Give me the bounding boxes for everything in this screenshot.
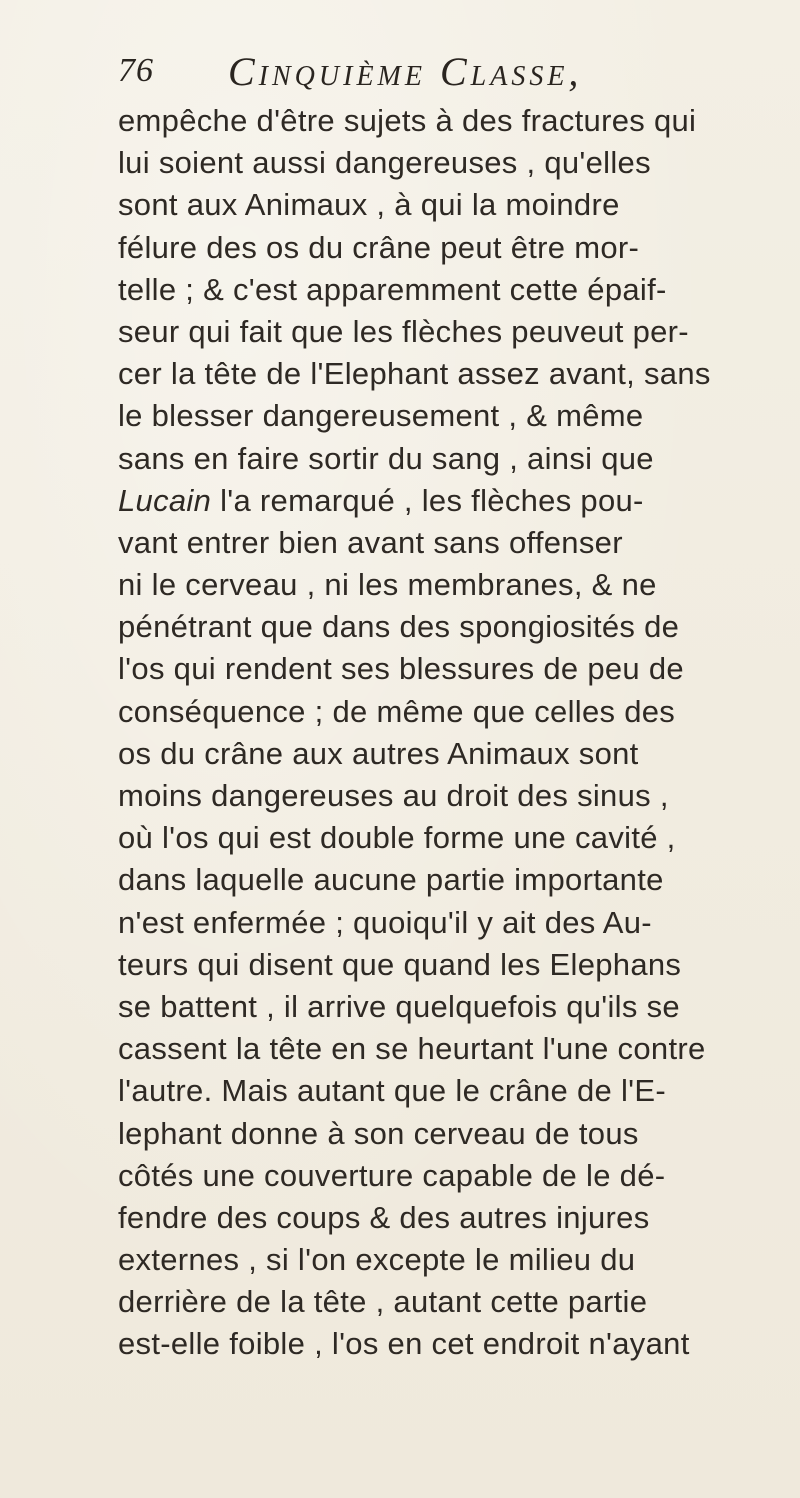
- text-line: lephant donne à son cerveau de tous: [118, 1115, 639, 1151]
- text-line: moins dangereuses au droit des sinus ,: [118, 778, 669, 813]
- text-line: félure des os du crâne peut être mor-: [118, 229, 640, 265]
- text-line: côtés une couverture capable de le dé-: [118, 1157, 666, 1193]
- text-line: fendre des coups & des autres injures: [118, 1199, 650, 1235]
- text-line: le blesser dangereusement , & même: [118, 398, 644, 434]
- body-text: [118, 100, 778, 1366]
- text-line: dans laquelle aucune partie importante: [118, 862, 664, 898]
- text-line: vant entrer bien avant sans offenser: [118, 524, 623, 560]
- text-line: seur qui fait que les flèches peuveut per-: [118, 313, 689, 349]
- text-line-rest: l'a remarqué , les flèches pou-: [211, 482, 644, 518]
- text-line: sans en faire sortir du sang , ainsi que: [118, 440, 654, 476]
- text-line: l'os qui rendent ses blessures de peu de: [118, 651, 684, 687]
- text-line: empêche d'être sujets à des fractures qui: [118, 103, 697, 138]
- text-line: [118, 480, 778, 522]
- text-line: telle ; & c'est apparemment cette épaif-: [118, 271, 667, 307]
- page-header: [118, 48, 718, 98]
- text-line: cer la tête de l'Elephant assez avant, sans: [118, 356, 711, 392]
- author-name: Lucain: [118, 482, 212, 518]
- running-head: Cinquième Classe,: [228, 49, 583, 94]
- text-line: l'autre. Mais autant que le crâne de l'E-: [118, 1073, 666, 1109]
- text-line: sont aux Animaux , à qui la moindre: [118, 187, 620, 223]
- text-line: derrière de la tête , autant cette partie: [118, 1284, 648, 1320]
- text-line: se battent , il arrive quelquefois qu'ils se: [118, 988, 680, 1024]
- text-line: ni le cerveau , ni les membranes, & ne: [118, 567, 657, 603]
- text-line: est-elle foible , l'os en cet endroit n'ayant: [118, 1326, 690, 1362]
- text-line: pénétrant que dans des spongiosités de: [118, 609, 680, 645]
- text-line: os du crâne aux autres Animaux sont: [118, 735, 639, 771]
- text-line: cassent la tête en se heurtant l'une contre: [118, 1031, 706, 1067]
- text-line: conséquence ; de même que celles des: [118, 693, 676, 729]
- text-line: n'est enfermée ; quoiqu'il y ait des Au-: [118, 904, 652, 940]
- page-number: 76: [118, 52, 154, 89]
- text-line: lui soient aussi dangereuses , qu'elles: [118, 145, 651, 181]
- text-line: externes , si l'on excepte le milieu du: [118, 1242, 636, 1278]
- text-line: teurs qui disent que quand les Elephans: [118, 946, 682, 982]
- text-line: où l'os qui est double forme une cavité ,: [118, 820, 676, 856]
